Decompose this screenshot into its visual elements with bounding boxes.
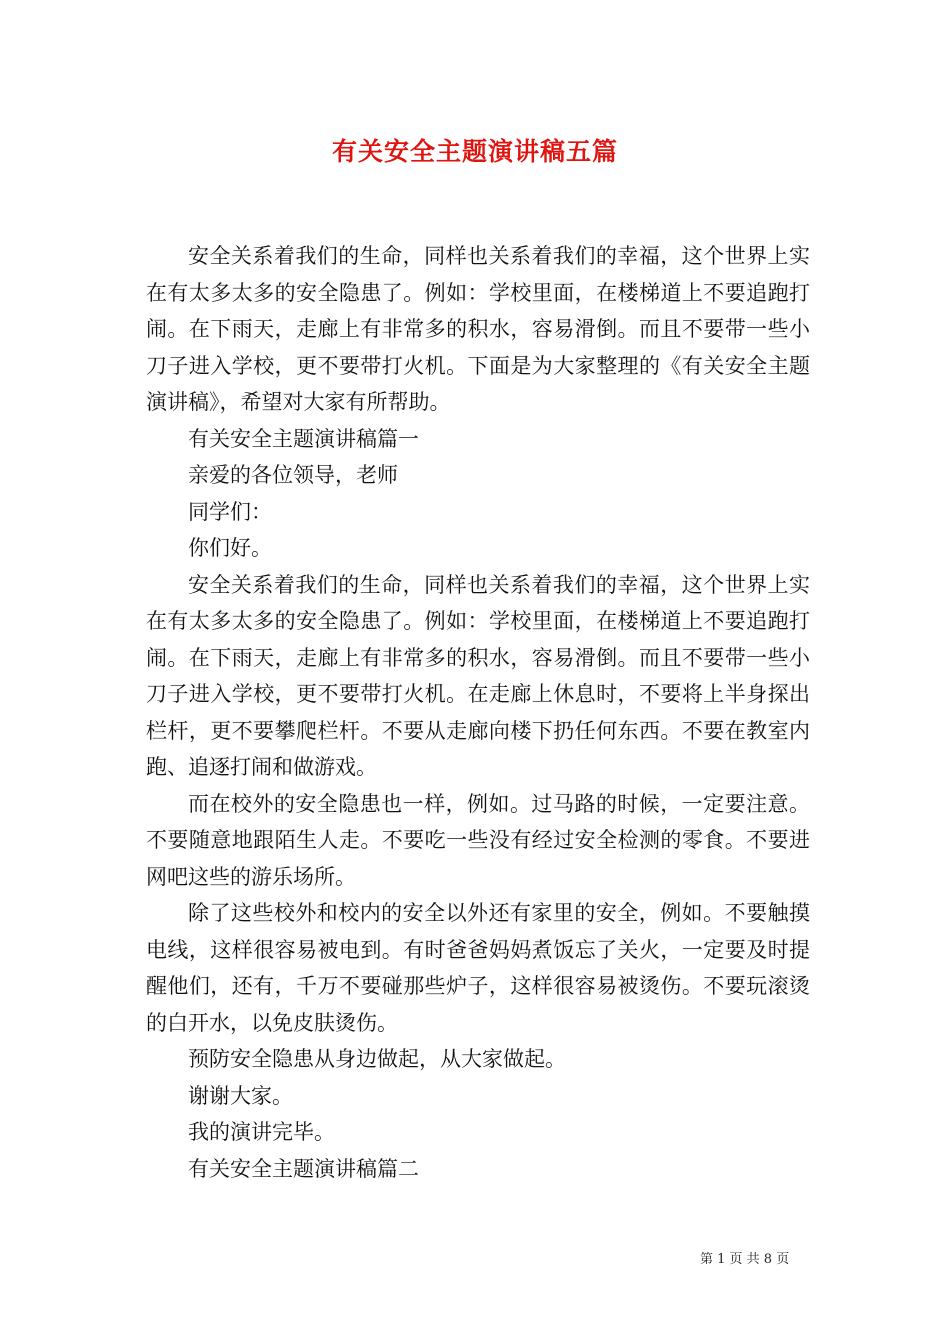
intro-paragraph: 安全关系着我们的生命，同样也关系着我们的幸福，这个世界上实在有太多太多的安全隐患了。例如：学校里面，在楼梯道上不要追跑打闹。在下雨天，走廊上有非常多的积水，容易滑倒。而且不要带一些小刀子进入学校，更不要带打火机。下面是为大家整理的《有关安全主题演讲稿》，希望对大家有所帮助。 (146, 244, 810, 414)
closing-line: 我的演讲完毕。 (188, 1120, 335, 1144)
greeting-line: 你们好。 (188, 536, 272, 560)
section-heading-1: 有关安全主题演讲稿篇一 (188, 426, 419, 451)
body-paragraph: 安全关系着我们的生命，同样也关系着我们的幸福，这个世界上实在有太多太多的安全隐患了。例如：学校里面，在楼梯道上不要追跑打闹。在下雨天，走廊上有非常多的积水，容易滑倒。而且不要带一些小刀子进入学校，更不要带打火机。在走廊上休息时，不要将上半身探出栏杆，更不要攀爬栏杆。不要从走廊向楼下扔任何东西。不要在教室内跑、追逐打闹和做游戏。 (146, 572, 810, 779)
body-paragraph: 除了这些校外和校内的安全以外还有家里的安全，例如。不要触摸电线，这样很容易被电到。有时爸爸妈妈煮饭忘了关火，一定要及时提醒他们，还有，千万不要碰那些炉子，这样很容易被烫伤。不要玩滚烫的白开水，以免皮肤烫伤。 (146, 901, 810, 1035)
document-title: 有关安全主题演讲稿五篇 (331, 137, 618, 166)
body-paragraph: 预防安全隐患从身边做起，从大家做起。 (188, 1047, 566, 1071)
salutation-line: 同学们： (188, 499, 272, 524)
document-body (146, 238, 810, 1187)
salutation-line: 亲爱的各位领导，老师 (188, 463, 398, 487)
closing-line: 谢谢大家。 (188, 1083, 293, 1108)
page-number-footer: 第 1 页 共 8 页 (700, 1252, 790, 1267)
body-paragraph: 而在校外的安全隐患也一样，例如。过马路的时候，一定要注意。不要随意地跟陌生人走。不要吃一些没有经过安全检测的零食。不要进网吧这些的游乐场所。 (146, 791, 810, 889)
section-heading-2: 有关安全主题演讲稿篇二 (188, 1156, 419, 1181)
